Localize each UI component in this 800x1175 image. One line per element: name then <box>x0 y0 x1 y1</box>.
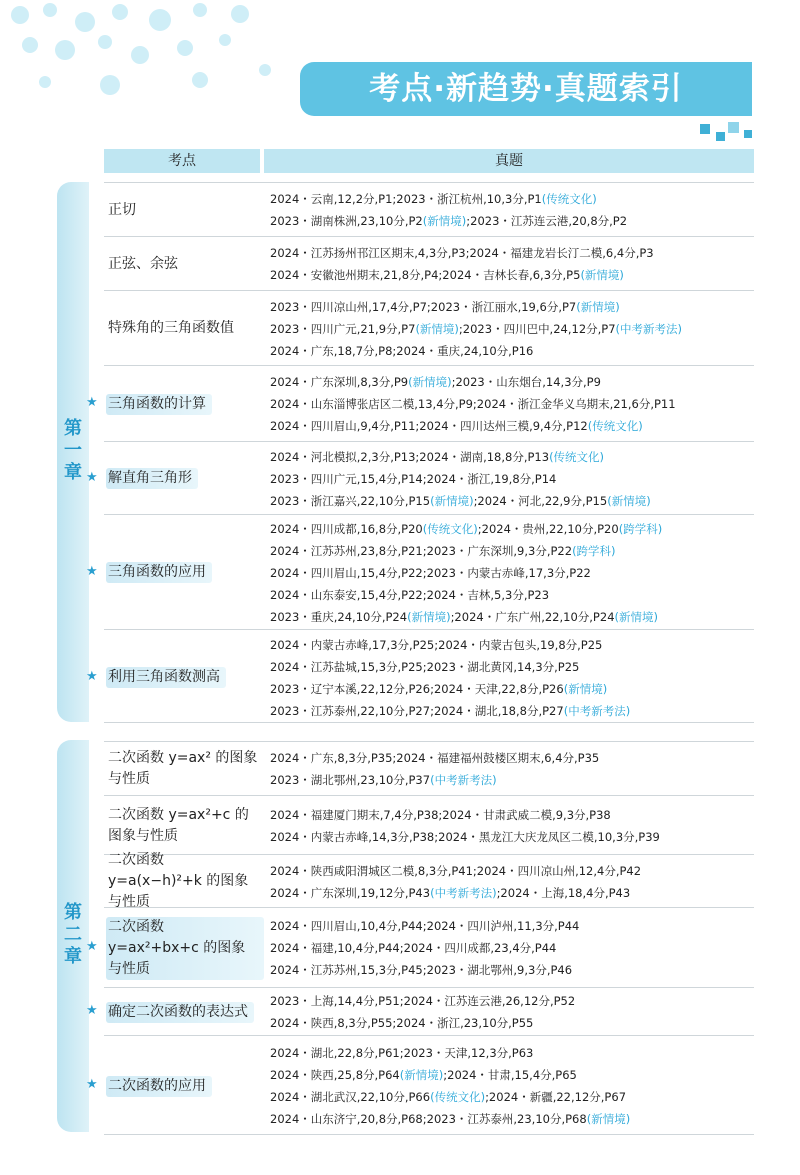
question-text: 2024・山东泰安,15,4分,P22;2024・吉林,5,3分,P23 <box>270 587 550 602</box>
questions-cell <box>270 990 754 1034</box>
question-line <box>270 371 754 393</box>
question-text: ;2024・贵州,22,10分,P20 <box>477 521 619 536</box>
question-text: 2023・四川凉山州,17,4分,P7;2023・浙江丽水,19,6分,P7 <box>270 299 577 314</box>
question-line <box>270 318 754 340</box>
topic-label: 特殊角的三角函数值 <box>108 320 234 336</box>
question-tag: (新情境) <box>614 609 658 624</box>
question-line <box>270 1086 754 1108</box>
topic-label: 二次函数的应用 <box>106 1076 212 1097</box>
question-text: 2024・江苏苏州,15,3分,P45;2023・湖北鄂州,9,3分,P46 <box>270 963 573 977</box>
topic-label: 利用三角函数测高 <box>106 667 226 688</box>
question-line <box>270 606 754 628</box>
question-text: 2024・广东,8,3分,P35;2024・福建福州鼓楼区期末,6,4分,P35 <box>270 751 600 765</box>
question-line <box>270 242 754 264</box>
question-text: ;2024・甘肃,15,4分,P65 <box>443 1068 577 1082</box>
topic-label: 二次函数 y=ax²+c 的图象与性质 <box>108 806 249 844</box>
topic-cell <box>106 742 264 796</box>
question-text: 2023・湖北鄂州,23,10分,P37 <box>270 773 431 787</box>
question-tag: (传统文化) <box>587 419 643 433</box>
question-text: 2023・浙江嘉兴,22,10分,P15 <box>270 493 431 508</box>
questions-cell <box>270 634 754 722</box>
topic-cell <box>106 630 264 725</box>
question-line <box>270 446 754 468</box>
question-tag: (新情境) <box>607 493 651 508</box>
decorative-square <box>700 124 710 134</box>
question-text: 2024・山东淄博张店区二模,13,4分,P9;2024・浙江金华义乌期末,21,6分,P11 <box>270 397 676 411</box>
question-line <box>270 1012 754 1034</box>
topic-label: 确定二次函数的表达式 <box>106 1002 254 1023</box>
question-tag: (新情境) <box>399 1068 444 1082</box>
key-point-star-icon: ★ <box>86 668 98 684</box>
question-line <box>270 584 754 606</box>
question-tag: (跨学科) <box>618 521 663 536</box>
questions-cell <box>270 242 754 286</box>
question-tag: (新情境) <box>563 681 608 696</box>
question-line <box>270 468 754 490</box>
question-line <box>270 804 754 826</box>
question-line <box>270 656 754 678</box>
question-line <box>270 700 754 722</box>
key-point-star-icon: ★ <box>86 563 98 579</box>
question-tag: (传统文化) <box>549 449 605 464</box>
decorative-dots <box>0 0 300 120</box>
questions-cell <box>270 860 754 904</box>
topic-label: 三角函数的应用 <box>106 562 212 583</box>
question-text: 2023・上海,14,4分,P51;2024・江苏连云港,26,12分,P52 <box>270 994 576 1008</box>
question-text: 2024・内蒙古赤峰,17,3分,P25;2024・内蒙古包头,19,8分,P25 <box>270 637 603 652</box>
question-line <box>270 415 754 437</box>
question-line <box>270 296 754 318</box>
questions-cell <box>270 747 754 791</box>
question-tag: (跨学科) <box>572 543 616 558</box>
question-line <box>270 1064 754 1086</box>
question-text: 2024・陕西,25,8分,P64 <box>270 1068 400 1082</box>
question-line <box>270 518 754 540</box>
question-line <box>270 562 754 584</box>
question-text: 2024・江苏扬州邗江区期末,4,3分,P3;2024・福建龙岩长汀二模,6,4分,P3 <box>270 246 654 260</box>
questions-cell <box>270 446 754 512</box>
topic-cell <box>106 237 264 291</box>
topic-cell <box>106 366 264 442</box>
chapter-label: 第一章 <box>64 418 82 483</box>
question-tag: (新情境) <box>580 268 624 282</box>
question-tag: (传统文化) <box>541 192 597 206</box>
question-text: 2024・江苏盐城,15,3分,P25;2023・湖北黄冈,14,3分,P25 <box>270 659 580 674</box>
question-line <box>270 678 754 700</box>
question-text: 2023・辽宁本溪,22,12分,P26;2024・天津,22,8分,P26 <box>270 681 564 696</box>
question-text: 2024・江苏苏州,23,8分,P21;2023・广东深圳,9,3分,P22 <box>270 543 573 558</box>
question-text: ;2023・山东烟台,14,3分,P9 <box>451 375 601 389</box>
page-title: 考点·新趋势·真题索引 <box>300 62 752 116</box>
questions-cell <box>270 371 754 437</box>
question-line <box>270 393 754 415</box>
header-questions: 真题 <box>264 149 754 173</box>
topic-cell <box>106 988 264 1036</box>
question-line <box>270 188 754 210</box>
question-tag: (中考新考法) <box>430 773 497 787</box>
question-text: ;2024・新疆,22,12分,P67 <box>485 1090 627 1104</box>
question-text: 2024・陕西咸阳渭城区二模,8,3分,P41;2024・四川凉山州,12,4分,P42 <box>270 863 642 878</box>
decorative-square <box>728 122 739 133</box>
topic-cell <box>106 852 264 910</box>
question-text: 2024・内蒙古赤峰,14,3分,P38;2024・黑龙江大庆龙凤区二模,10,3分,P39 <box>270 829 660 844</box>
topic-label: 三角函数的计算 <box>106 394 212 415</box>
question-tag: (新情境) <box>586 1112 631 1126</box>
question-tag: (中考新考法) <box>615 321 683 336</box>
question-text: 2024・河北模拟,2,3分,P13;2024・湖南,18,8分,P13 <box>270 449 550 464</box>
question-line <box>270 769 754 791</box>
question-line <box>270 1042 754 1064</box>
question-line <box>270 264 754 286</box>
questions-cell <box>270 188 754 232</box>
question-text: 2024・广东,18,7分,P8;2024・重庆,24,10分,P16 <box>270 343 534 358</box>
question-text: 2024・湖北武汉,22,10分,P66 <box>270 1090 431 1104</box>
question-line <box>270 340 754 362</box>
topic-cell <box>106 515 264 630</box>
question-text: 2023・四川广元,21,9分,P7 <box>270 321 416 336</box>
question-line <box>270 860 754 882</box>
questions-cell <box>270 518 754 628</box>
question-tag: (新情境) <box>576 299 620 314</box>
key-point-star-icon: ★ <box>86 939 98 954</box>
question-text: 2023・重庆,24,10分,P24 <box>270 609 408 624</box>
decorative-square <box>716 132 725 141</box>
key-point-star-icon: ★ <box>86 469 98 485</box>
question-text: ;2023・江苏连云港,20,8分,P2 <box>466 214 628 228</box>
question-text: 2024・安徽池州期末,21,8分,P4;2024・吉林长春,6,3分,P5 <box>270 268 581 282</box>
question-text: 2024・广东深圳,8,3分,P9 <box>270 375 409 389</box>
topic-cell <box>106 908 264 988</box>
question-tag: (中考新考法) <box>430 885 497 900</box>
questions-cell <box>270 915 754 981</box>
question-text: 2024・四川眉山,10,4分,P44;2024・四川泸州,11,3分,P44 <box>270 919 580 933</box>
key-point-star-icon: ★ <box>86 395 98 410</box>
topic-label: 二次函数 y=a(x−h)²+k 的图象与性质 <box>108 852 249 910</box>
topic-label: 正切 <box>108 201 136 218</box>
question-line <box>270 882 754 904</box>
question-tag: (新情境) <box>430 493 474 508</box>
topic-cell <box>106 183 264 237</box>
question-tag: (传统文化) <box>430 1090 486 1104</box>
topic-label: 正弦、余弦 <box>108 255 178 272</box>
question-text: 2024・四川眉山,9,4分,P11;2024・四川达州三模,9,4分,P12 <box>270 419 588 433</box>
question-text: 2024・四川眉山,15,4分,P22;2023・内蒙古赤峰,17,3分,P22 <box>270 565 591 580</box>
topic-label: 二次函数 y=ax² 的图象与性质 <box>108 750 258 787</box>
decorative-square <box>744 130 752 138</box>
row-divider <box>104 1134 754 1135</box>
question-text: 2023・四川广元,15,4分,P14;2024・浙江,19,8分,P14 <box>270 471 557 486</box>
row-divider <box>104 722 754 723</box>
question-line <box>270 915 754 937</box>
question-text: ;2024・广东广州,22,10分,P24 <box>450 609 615 624</box>
question-line <box>270 634 754 656</box>
question-text: 2024・湖北,22,8分,P61;2023・天津,12,3分,P63 <box>270 1046 534 1060</box>
question-text: ;2024・上海,18,4分,P43 <box>496 885 631 900</box>
question-line <box>270 540 754 562</box>
question-text: 2024・云南,12,2分,P1;2023・浙江杭州,10,3分,P1 <box>270 192 542 206</box>
header-topic: 考点 <box>104 149 260 173</box>
questions-cell <box>270 296 754 362</box>
question-line <box>270 747 754 769</box>
topic-label: 解直角三角形 <box>106 468 198 489</box>
topic-cell <box>106 442 264 515</box>
question-line <box>270 490 754 512</box>
question-tag: (新情境) <box>415 321 459 336</box>
topic-cell <box>106 291 264 366</box>
question-line <box>270 990 754 1012</box>
question-text: ;2024・河北,22,9分,P15 <box>473 493 608 508</box>
key-point-star-icon: ★ <box>86 1003 98 1018</box>
question-text: 2023・江苏泰州,22,10分,P27;2024・湖北,18,8分,P27 <box>270 703 564 718</box>
question-text: 2024・山东济宁,20,8分,P68;2023・江苏泰州,23,10分,P68 <box>270 1112 587 1126</box>
question-text: ;2023・四川巴中,24,12分,P7 <box>458 321 616 336</box>
question-text: 2024・陕西,8,3分,P55;2024・浙江,23,10分,P55 <box>270 1016 534 1030</box>
question-line <box>270 826 754 848</box>
topic-cell <box>106 1036 264 1136</box>
question-text: 2023・湖南株洲,23,10分,P2 <box>270 214 423 228</box>
question-tag: (传统文化) <box>422 521 478 536</box>
questions-cell <box>270 804 754 848</box>
topic-cell <box>106 796 264 855</box>
question-line <box>270 1108 754 1130</box>
question-text: 2024・福建厦门期末,7,4分,P38;2024・甘肃武威二模,9,3分,P38 <box>270 807 611 822</box>
question-text: 2024・四川成都,16,8分,P20 <box>270 521 423 536</box>
question-tag: (新情境) <box>408 375 452 389</box>
question-tag: (新情境) <box>422 214 467 228</box>
chapter-label: 第二章 <box>64 902 82 967</box>
question-text: 2024・福建,10,4分,P44;2024・四川成都,23,4分,P44 <box>270 941 557 955</box>
question-text: 2024・广东深圳,19,12分,P43 <box>270 885 431 900</box>
question-line <box>270 210 754 232</box>
topic-label: 二次函数 y=ax²+bx+c 的图象与性质 <box>106 917 264 980</box>
question-line <box>270 959 754 981</box>
questions-cell <box>270 1042 754 1130</box>
key-point-star-icon: ★ <box>86 1077 98 1092</box>
question-tag: (新情境) <box>407 609 451 624</box>
question-line <box>270 937 754 959</box>
question-tag: (中考新考法) <box>563 703 631 718</box>
